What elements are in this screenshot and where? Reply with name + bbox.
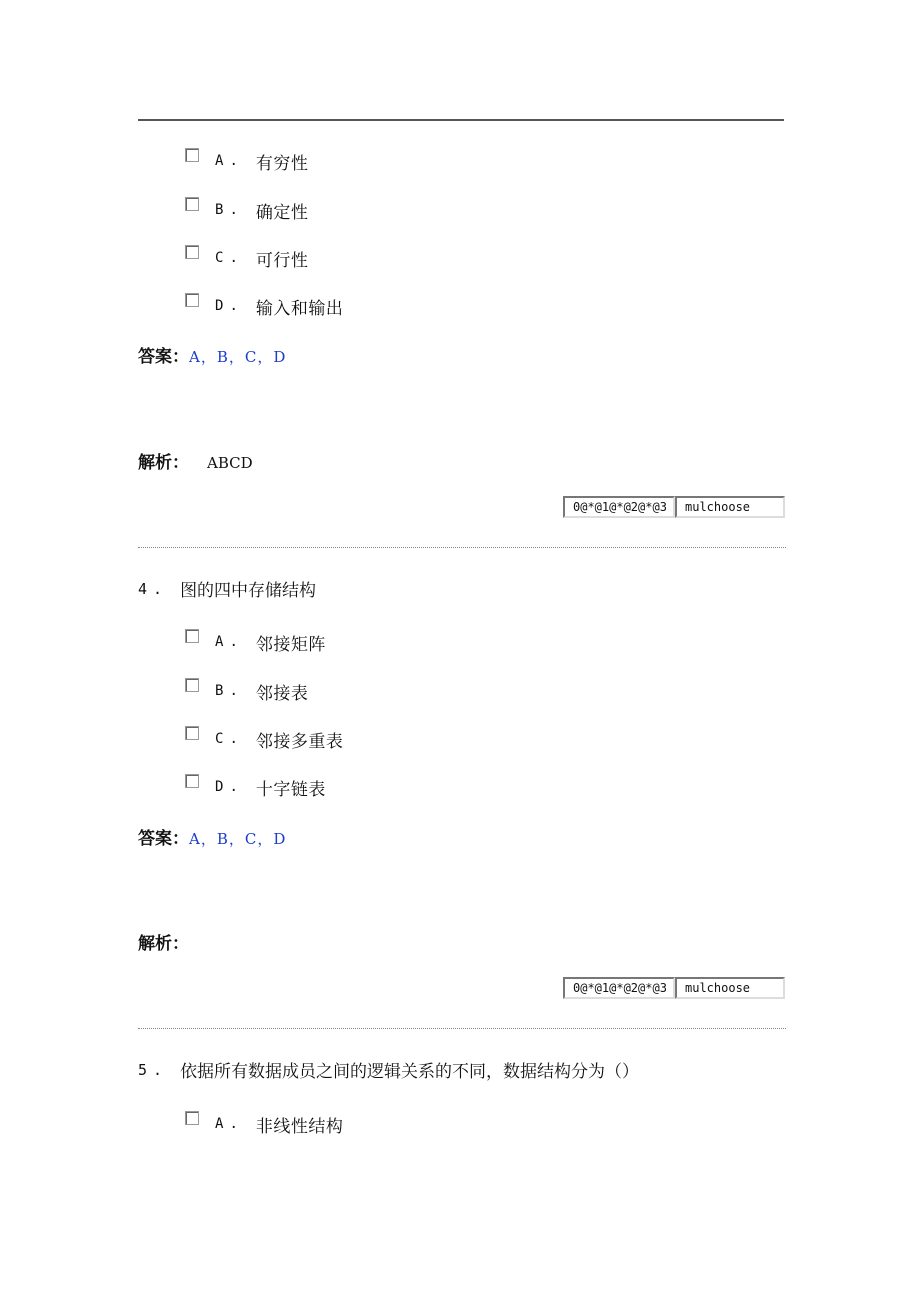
checkbox[interactable] <box>185 1111 199 1125</box>
q3-analysis: 解析： ABCD <box>138 453 253 473</box>
section-divider <box>138 547 786 548</box>
option-text: 十字链表 <box>255 779 326 800</box>
option-text: 邻接多重表 <box>255 731 344 752</box>
q3-option-d[interactable]: D . 输入和输出 <box>185 293 343 319</box>
type-field[interactable]: mulchoose <box>675 496 785 518</box>
q4-question: 4 . 图的四中存储结构 <box>138 576 316 601</box>
question-text: 依据所有数据成员之间的逻辑关系的不同，数据结构分为（） <box>180 1062 640 1082</box>
checkbox[interactable] <box>185 726 199 740</box>
option-text: 邻接表 <box>255 683 309 704</box>
option-text: 非线性结构 <box>255 1116 344 1137</box>
q4-option-a[interactable]: A . 邻接矩阵 <box>185 629 326 655</box>
type-field[interactable]: mulchoose <box>675 977 785 999</box>
q3-meta-fields <box>563 496 785 520</box>
code-field[interactable]: 0@*@1@*@2@*@3 <box>563 977 675 999</box>
option-text: 有穷性 <box>255 153 309 174</box>
q3-option-a[interactable]: A . 有穷性 <box>185 148 308 174</box>
q3-answer: 答案：A，B，C，D <box>138 347 287 367</box>
q5-option-a[interactable]: A . 非线性结构 <box>185 1111 343 1137</box>
q4-analysis: 解析： <box>138 934 189 954</box>
checkbox[interactable] <box>185 148 199 162</box>
q4-option-d[interactable]: D . 十字链表 <box>185 774 326 800</box>
checkbox[interactable] <box>185 293 199 307</box>
q4-meta-fields <box>563 977 785 1001</box>
top-divider <box>138 119 784 121</box>
checkbox[interactable] <box>185 197 199 211</box>
code-field[interactable]: 0@*@1@*@2@*@3 <box>563 496 675 518</box>
checkbox[interactable] <box>185 629 199 643</box>
checkbox[interactable] <box>185 774 199 788</box>
q5-question: 5 . 依据所有数据成员之间的逻辑关系的不同，数据结构分为（） <box>138 1057 639 1082</box>
option-text: 邻接矩阵 <box>255 634 326 655</box>
option-text: 确定性 <box>255 202 309 223</box>
q4-answer: 答案：A，B，C，D <box>138 829 287 849</box>
question-text: 图的四中存储结构 <box>180 581 317 601</box>
answer-value: A，B，C，D <box>189 830 287 848</box>
q3-option-c[interactable]: C . 可行性 <box>185 245 308 271</box>
checkbox[interactable] <box>185 245 199 259</box>
option-text: 输入和输出 <box>255 298 344 319</box>
analysis-value: ABCD <box>207 454 253 472</box>
section-divider <box>138 1028 786 1029</box>
option-text: 可行性 <box>255 250 309 271</box>
q4-option-b[interactable]: B . 邻接表 <box>185 678 308 704</box>
answer-value: A，B，C，D <box>189 348 287 366</box>
checkbox[interactable] <box>185 678 199 692</box>
q4-option-c[interactable]: C . 邻接多重表 <box>185 726 343 752</box>
q3-option-b[interactable]: B . 确定性 <box>185 197 308 223</box>
